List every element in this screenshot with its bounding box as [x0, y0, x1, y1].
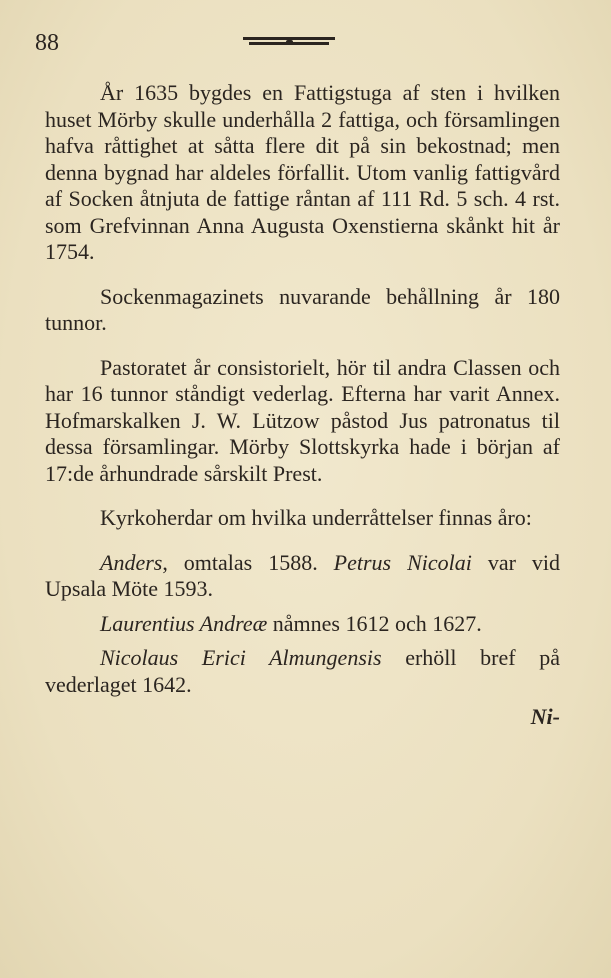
vicar-entry	[45, 550, 560, 603]
vicar-text: , omtalas 1588.	[162, 549, 334, 575]
vicar-name: Anders	[100, 549, 163, 575]
paragraph-vicars-intro: Kyrkoherdar om hvilka underråttelser finnas åro:	[100, 505, 532, 530]
paragraph-pastorate: Pastoratet år consistorielt, hör til andra Classen och har 16 tunnor ståndigt vederlag. Efterna har varit Annex. Hofmarskalken J. W. Lützow påstod Jus patronatus til dessa församlingar. Mörby Slottskyrka hade i början af 17:de århundrade sårskilt Prest.	[45, 354, 560, 486]
paragraph-poorhouse: År 1635 bygdes en Fattigstuga af sten i hvilken huset Mörby skulle underhålla 2 fattiga, och församlingen hafva råttighet at såtta flere dit på sin bekostnad; men denna bygnad har aldeles förfallit. Utom vanlig fattigvård af Socken åtnjuta de fattige råntan af 111 Rd. 5 sch. 4 rst. som Grefvinnan Anna Augusta Oxenstierna skånkt hit år 1754.	[45, 80, 560, 264]
vicar-entry	[45, 611, 560, 638]
vicar-entry	[45, 645, 560, 698]
paragraph-granary: Sockenmagazinets nuvarande behållning år 180 tunnor.	[45, 283, 560, 335]
vicar-text: var vid Upsala Möte 1593.	[45, 549, 560, 601]
page-number: 88	[35, 30, 59, 56]
header-rule-ornament	[243, 37, 335, 47]
vicar-name: Petrus Nicolai	[333, 549, 472, 575]
vicar-text: erhöll bref på vederlaget 1642.	[45, 645, 561, 697]
vicar-name: Laurentius Andreæ	[100, 610, 268, 636]
vicar-name: Nicolaus Erici Almungensis	[100, 645, 382, 670]
page-body	[45, 80, 560, 731]
catchword: Ni-	[530, 704, 560, 729]
vicar-text: nåmnes 1612 och 1627.	[267, 610, 482, 636]
